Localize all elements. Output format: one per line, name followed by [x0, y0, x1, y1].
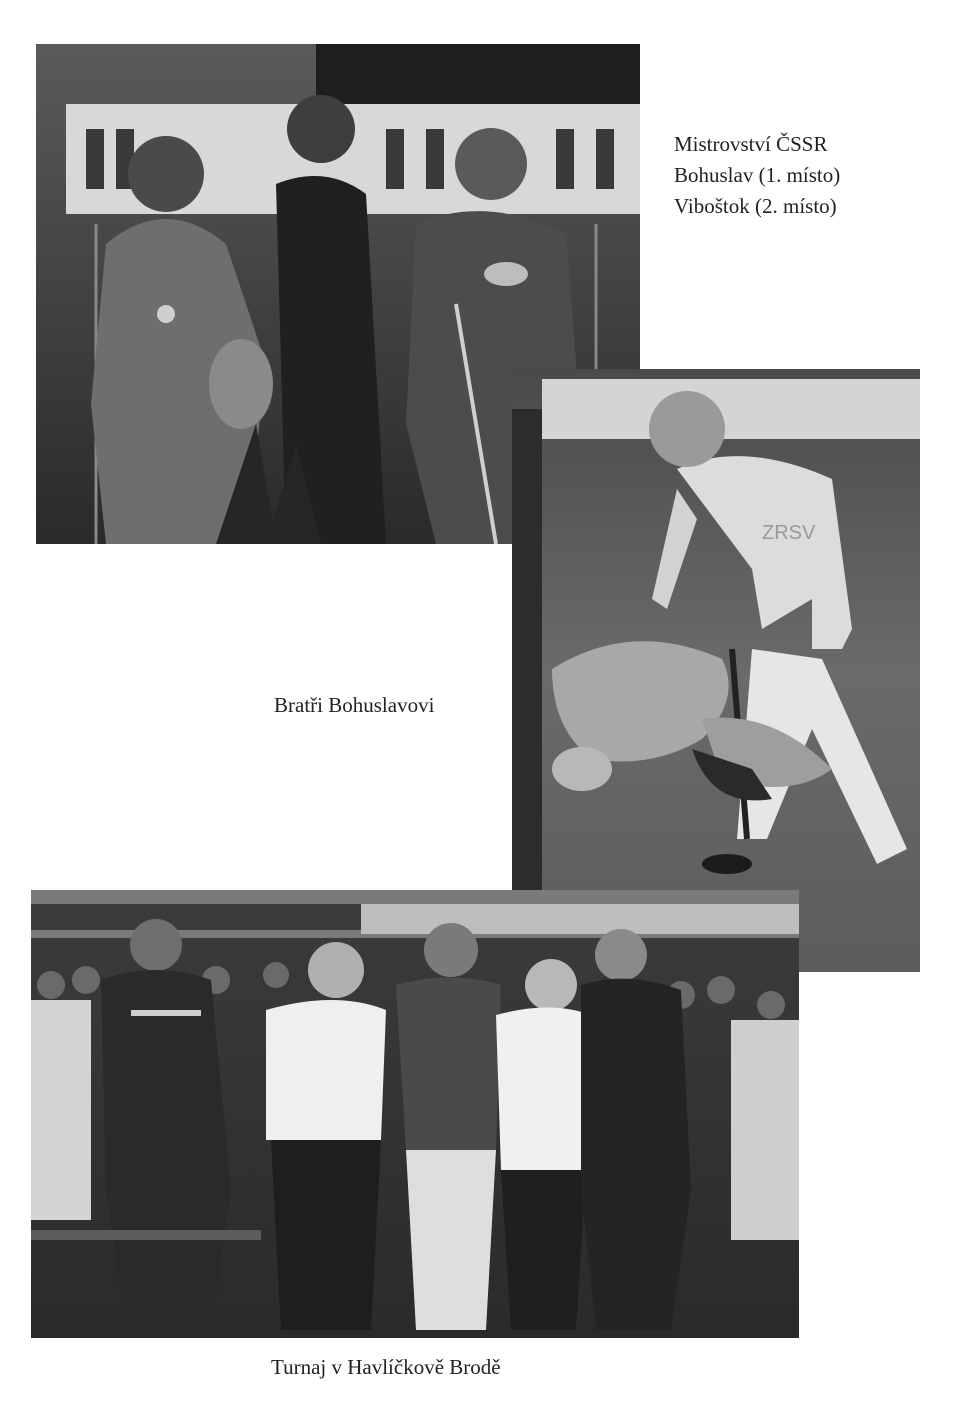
wrestling-photo — [512, 369, 920, 972]
podium-caption-line-1: Mistrovství ČSSR — [674, 132, 828, 156]
group-photo-graphic — [31, 890, 799, 1338]
jacket-lettering: ZRSV — [762, 522, 816, 544]
tournament-caption: Turnaj v Havlíčkově Brodě — [271, 1355, 501, 1379]
podium-caption-line-3: Viboštok (2. místo) — [674, 194, 837, 218]
podium-caption — [674, 129, 840, 222]
brothers-caption: Bratři Bohuslavovi — [274, 693, 435, 717]
group-photo — [31, 890, 799, 1338]
wrestling-photo-graphic — [512, 369, 920, 972]
podium-caption-line-2: Bohuslav (1. místo) — [674, 163, 841, 187]
